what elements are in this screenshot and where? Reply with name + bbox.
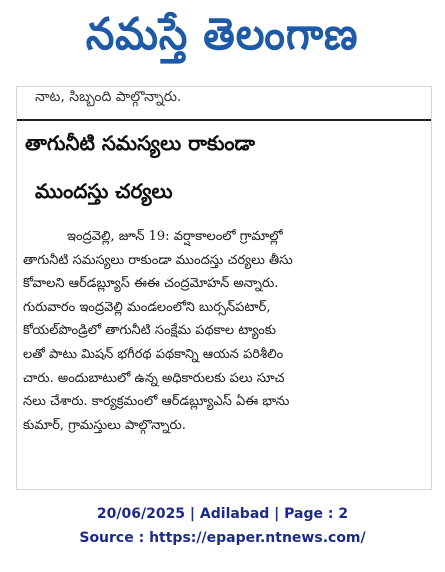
body-line: చారు. అందుబాటులో ఉన్న అధికారులకు పలు సూచ [23,370,285,386]
body-line: తాగునీటి సమస్యలు రాకుండా ముందస్తు చర్యలు తీసు [23,252,293,268]
newspaper-logo: నమస్తే తెలంగాణ [86,9,359,60]
masthead [0,0,445,80]
body-line: ఇంద్రవెల్లి, జూన్ 19: వర్షాకాలంలో గ్రామాల్లో [67,229,283,244]
body-line: కుమార్, గ్రామస్తులు పాల్గొన్నారు. [23,417,186,433]
body-line: గురువారం ఇంద్రవెల్లి మండలంలోని బుర్సన్‌పటార్, [23,299,271,315]
news-clipping [16,86,432,490]
clipping-footer [0,502,445,550]
body-line: కోయల్‌పొండ్రిలో తాగునీటి సంక్షేమ పథకాల ట్యాంకు [23,323,277,339]
headline-line-1: తాగునీటి సమస్యలు రాకుండా [25,131,255,155]
headline-line-2: ముందస్తు చర్యలు [35,179,173,203]
body-line: నలు చేశారు. కార్యక్రమంలో ఆర్‌డబ్ల్యూఎస్ ఏఈ భాను [23,394,290,410]
body-line: కోవాలని ఆర్‌డబ్ల్యూస్ ఈఈ చంద్రమోహన్ అన్నారు. [23,276,279,292]
date-edition-page: 20/06/2025 | Adilabad | Page : 2 [96,506,349,522]
body-line: లతో పాటు మిషన్ భగీరథ పథకాన్ని ఆయన పరిశీలిం [23,346,284,362]
article-body [23,225,423,437]
separator-rule [17,119,431,121]
source-link[interactable]: Source : https://epaper.ntnews.com/ [79,530,366,546]
previous-article-fragment: నాట, సిబ్బంది పాల్గొన్నారు. [35,89,182,105]
